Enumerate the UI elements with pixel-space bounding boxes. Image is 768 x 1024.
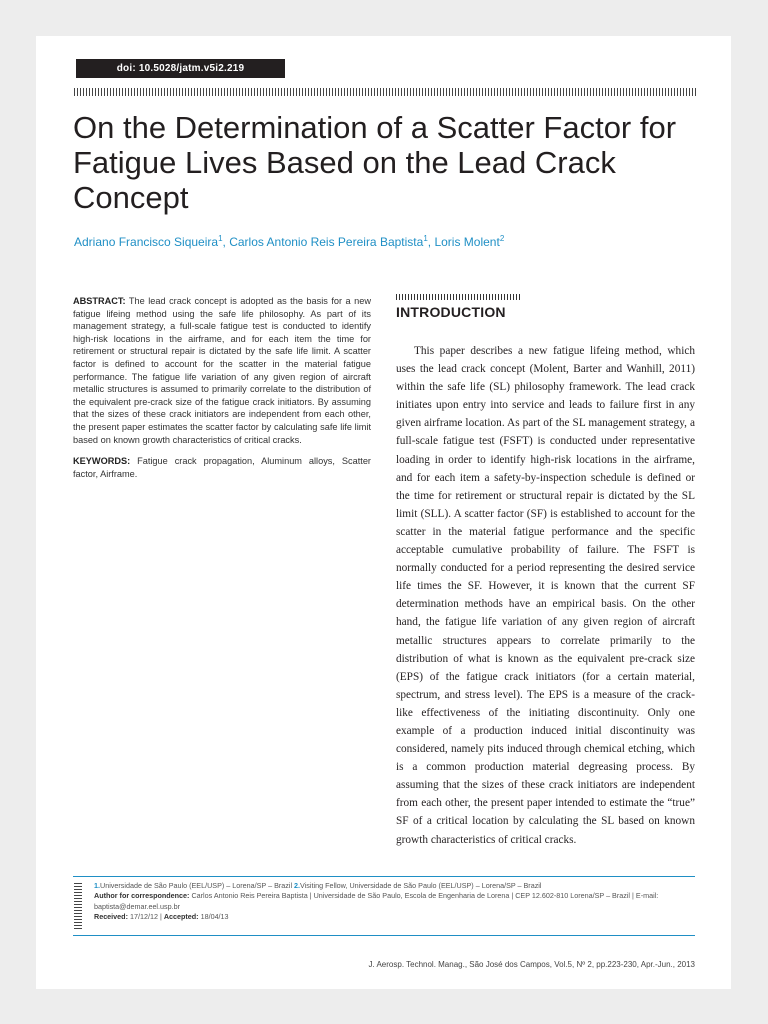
journal-citation: J. Aerosp. Technol. Manag., São José dos Campos, Vol.5, Nº 2, pp.223-230, Apr.-Jun., 2013 [368,960,695,969]
author-list: Adriano Francisco Siqueira$^1$, Carlos Antonio Reis Pereira Baptista$^1$, Loris Molent$^2$ [74,234,505,249]
abstract-text: The lead crack concept is adopted as the basis for a new fatigue lifeing method using the safe life philosophy. As part of its management strategy, a full-scale fatigue test is conducted to identify high-risk locations in the airframe, and for each item the time for retirement or structural repair is dictated by the safe life limit. A scatter factor is defined to account for the scatter in the material fatigue performance. The fatigue life variation of any given region of aircraft metallic structures is assumed to primarily correlate to the distribution of the equivalent pre-crack size of the fatigue crack initiators. By assuming that the sizes of these crack initiators are independent from each other, the present paper estimates the scatter factor by calculating safe life limit based on known growth characteristics of critical cracks. [73,296,371,445]
author-3[interactable]: Loris Molent$^2$ [434,234,505,249]
footnotes [94,881,696,922]
introduction-body: This paper describes a new fatigue lifeing method, which uses the lead crack concept (Molent, Barter and Wanhill, 2011) within the safe life (SL) philosophy framework. The lead crack initiates upon entry into service and leads to failure first in any given airframe location. As part of the SL management strategy, a full-scale fatigue test (FSFT) is conducted under representative loading in order to identify high-risk locations in the airframe, and for each item a safety-by-inspection schedule is defined or the time for retirement or structural repair is dictated by the SL limit (SLL). A scatter factor (SF) is established to account for the scatter in the material fatigue performance and the specific acceptable cumulative probability of failure. The FSFT is normally conducted for a period representing the desired service life times the SF. However, it is known that the current SF determination methods have an empirical basis. On the other hand, the fatigue life variation of any given region of aircraft metallic structures appears to correlate primarily to the distribution of what is known as the equivalent pre-crack size (EPS) of the fatigue crack initiators (for a certain material, spectrum, and stress level). The EPS is a measure of the crack-like effectiveness of the initiating discontinuity. Only one example of a production induced initial discontinuity was considered, namely pits induced through chemical etching, which is a common production material degreasing process. By assuming that the sizes of these crack initiators are independent from each other, the present paper intended to estimate the “true” SF of a critical location by calculating the SL based on known growth characteristics of critical cracks. [396,345,695,846]
paper-page [36,36,731,989]
footnote-hatch-mark [74,883,82,929]
abstract-column [73,295,371,489]
introduction-column [396,294,695,849]
keywords [73,455,371,480]
footnote-divider [73,876,695,877]
section-hatch-rule [396,294,521,300]
author-1[interactable]: Adriano Francisco Siqueira$^1$ [74,234,223,249]
keywords-text: Fatigue crack propagation, Aluminum alloys, Scatter factor, Airframe. [73,456,371,479]
header-hatch-rule [74,88,696,96]
correspondence: Author for correspondence: Carlos Antonio Reis Pereira Baptista | Universidade de São Paulo, Escola de Engenharia de Lorena | CEP 12.602-810 Lorena/SP – Brazil | E-mail: baptista@demar.eel.usp.br [94,891,659,911]
paper-title: On the Determination of a Scatter Factor for Fatigue Lives Based on the Lead Crack Concept [73,110,677,215]
doi-label: doi: 10.5028/jatm.v5i2.219 [76,59,285,78]
abstract [73,295,371,446]
dates: Received: 17/12/12 | Accepted: 18/04/13 [94,911,229,921]
footnote-divider-bottom [73,935,695,936]
abstract-label: ABSTRACT: [73,296,126,306]
author-2[interactable]: Carlos Antonio Reis Pereira Baptista$^1$ [229,234,428,249]
keywords-label: KEYWORDS: [73,456,131,467]
affiliations: 1.Universidade de São Paulo (EEL/USP) – Lorena/SP – Brazil 2.Visiting Fellow, Universidade de São Paulo (EEL/USP) – Lorena/SP – Brazil [94,881,542,890]
section-heading: INTRODUCTION [396,304,506,320]
